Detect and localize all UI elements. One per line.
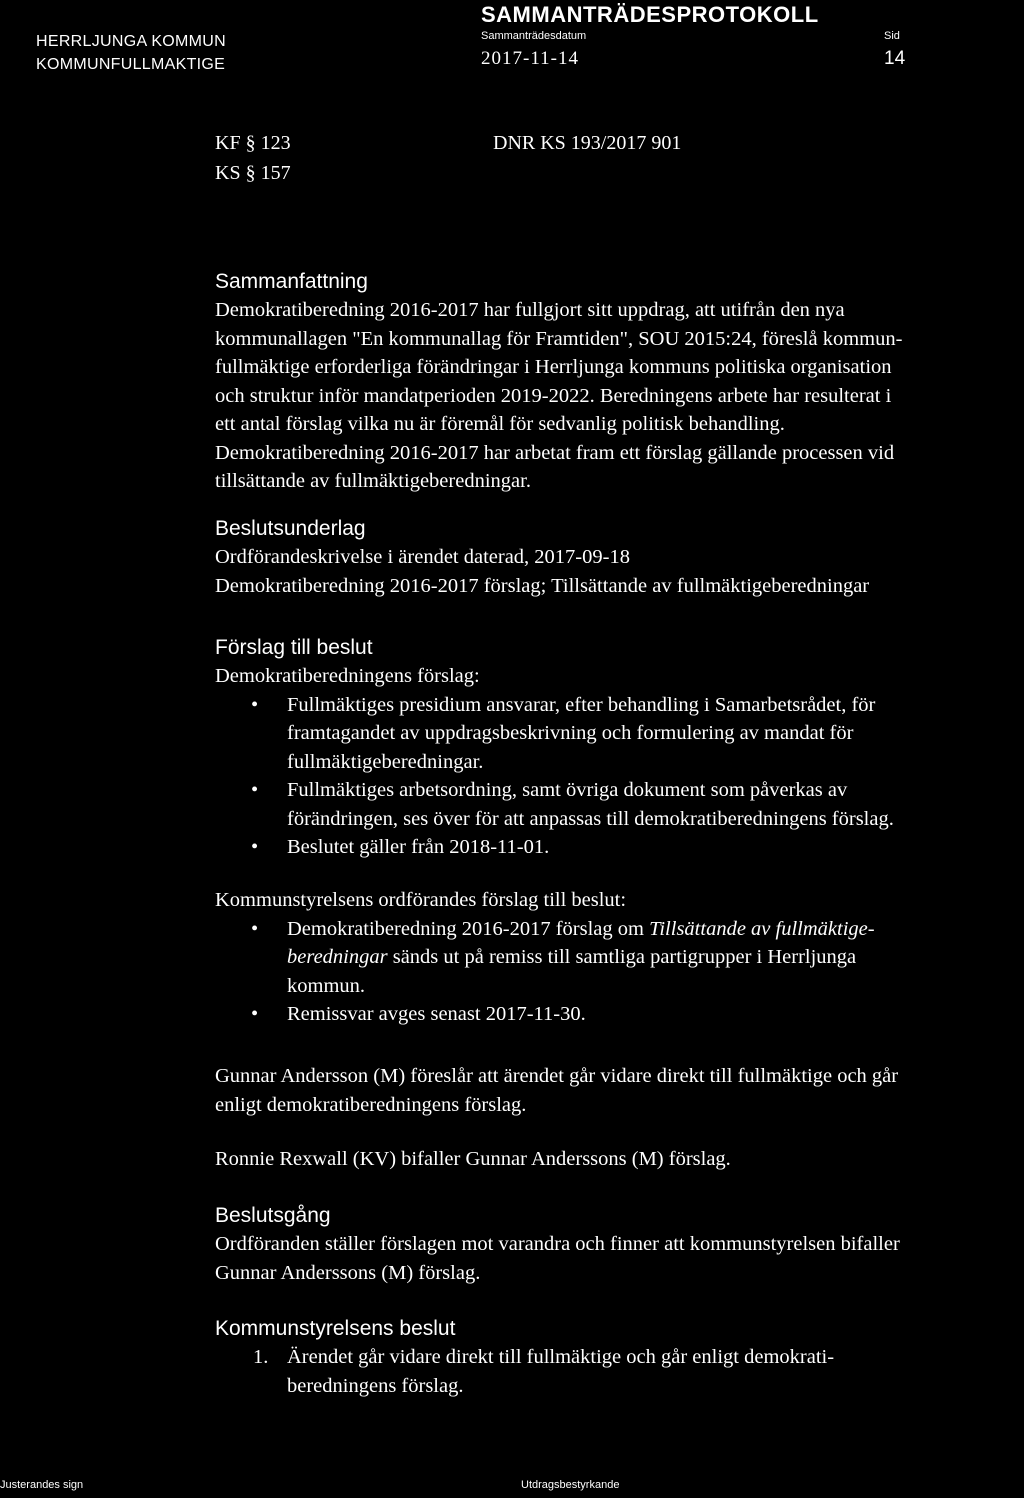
municipality-name: HERRLJUNGA KOMMUN xyxy=(36,33,227,50)
ks-beslut-section xyxy=(215,1315,1015,1400)
justerandes-sign-label: Justerandes sign xyxy=(0,1479,84,1491)
underlag-line: Demokratiberedning 2016-2017 förslag; Tillsättande av fullmäktigeberedningar xyxy=(215,574,870,597)
gunnar-line: Gunnar Andersson (M) föreslår att ärendet går vidare direkt till fullmäktige och går xyxy=(215,1065,899,1087)
forslag-bullets xyxy=(215,691,1015,862)
ks-forslag-intro: Kommunstyrelsens ordförandes förslag till beslut: xyxy=(215,889,627,911)
bullet-item: • Fullmäktiges presidium ansvarar, efter behandling i Samarbetsrådet, för framtagandet av uppdragsbeskrivning och formulering av mandat för fullmäktigeberedningar. xyxy=(215,691,1015,777)
dnr-ref: DNR KS 193/2017 901 xyxy=(493,132,682,154)
ks-beslut-heading: Kommunstyrelsens beslut xyxy=(215,1317,456,1340)
ks-ref: KS § 157 xyxy=(215,162,291,184)
bullet-item: • Demokratiberedning 2016-2017 förslag om Tillsättande av fullmäktige- beredningar sänds ut på remiss till samtliga partigrupper i Herrljunga kommun. xyxy=(215,915,1015,1001)
forslag-section xyxy=(215,634,1015,862)
summary-line: Demokratiberedning 2016-2017 har fullgjort sitt uppdrag, att utifrån den nya xyxy=(215,299,845,321)
beslutsunderlag-heading: Beslutsunderlag xyxy=(215,517,366,540)
kf-ref: KF § 123 xyxy=(215,132,291,154)
ks-beslut-list xyxy=(215,1343,1015,1400)
body-name: KOMMUNFULLMAKTIGE xyxy=(36,56,226,73)
decision-item: 1. Ärendet går vidare direkt till fullmäktige och går enligt demokrati- beredningens förslag. xyxy=(253,1346,835,1397)
underlag-line: Ordförandeskrivelse i ärendet daterad, 2017-09-18 xyxy=(215,546,630,568)
summary-line: Demokratiberedning 2016-2017 har arbetat fram ett förslag gällande processen vid xyxy=(215,441,895,464)
beslutsgang-section xyxy=(215,1202,1015,1287)
ronnie-line: Ronnie Rexwall (KV) bifaller Gunnar Anderssons (M) förslag. xyxy=(215,1148,731,1170)
summary-line: kommunallagen "En kommunallag för Framtiden", SOU 2015:24, föreslå kommun- xyxy=(215,327,903,350)
utdragsbestyrkande-label: Utdragsbestyrkande xyxy=(521,1479,620,1491)
paragraph-refs xyxy=(215,128,291,188)
sammanfattning-section xyxy=(215,268,1015,496)
beslutsgang-line: Ordföranden ställer förslagen mot varandra och finner att kommunstyrelsen bifaller xyxy=(215,1233,900,1255)
sammanfattning-heading: Sammanfattning xyxy=(215,270,368,293)
bullet-item: • Beslutet gäller från 2018-11-01. xyxy=(215,833,1015,862)
page-label: Sid xyxy=(884,30,900,42)
beslutsgang-heading: Beslutsgång xyxy=(215,1204,331,1227)
page-number: 14 xyxy=(884,48,906,69)
gunnar-proposal xyxy=(215,1062,1015,1119)
meeting-date: 2017-11-14 xyxy=(481,48,579,69)
ks-forslag-section xyxy=(215,886,1015,1029)
beslutsunderlag-section xyxy=(215,515,1015,600)
beslutsgang-line: Gunnar Anderssons (M) förslag. xyxy=(215,1261,481,1284)
forslag-intro: Demokratiberedningens förslag: xyxy=(215,665,480,687)
ronnie-statement xyxy=(215,1145,1015,1174)
gunnar-line: enligt demokratiberedningens förslag. xyxy=(215,1093,527,1116)
bullet-item: • Fullmäktiges arbetsordning, samt övriga dokument som påverkas av förändringen, ses över för att anpassas till demokratiberedningens förslag. xyxy=(215,776,1015,833)
date-label: Sammanträdesdatum xyxy=(481,30,587,42)
forslag-heading: Förslag till beslut xyxy=(215,636,373,659)
document-title: SAMMANTRÄDESPROTOKOLL xyxy=(481,2,819,27)
bullet-item: • Remissvar avges senast 2017-11-30. xyxy=(215,1000,1015,1029)
summary-line: ett antal förslag vilka nu är föremål för sedvanlig politisk behandling. xyxy=(215,413,785,435)
ks-forslag-bullets xyxy=(215,915,1015,1029)
summary-line: fullmäktige erforderliga förändringar i Herrljunga kommuns politiska organisation xyxy=(215,356,892,378)
summary-line: tillsättande av fullmäktigeberedningar. xyxy=(215,470,531,492)
summary-line: och struktur inför mandatperioden 2019-2022. Beredningens arbete har resulterat i xyxy=(215,384,892,407)
